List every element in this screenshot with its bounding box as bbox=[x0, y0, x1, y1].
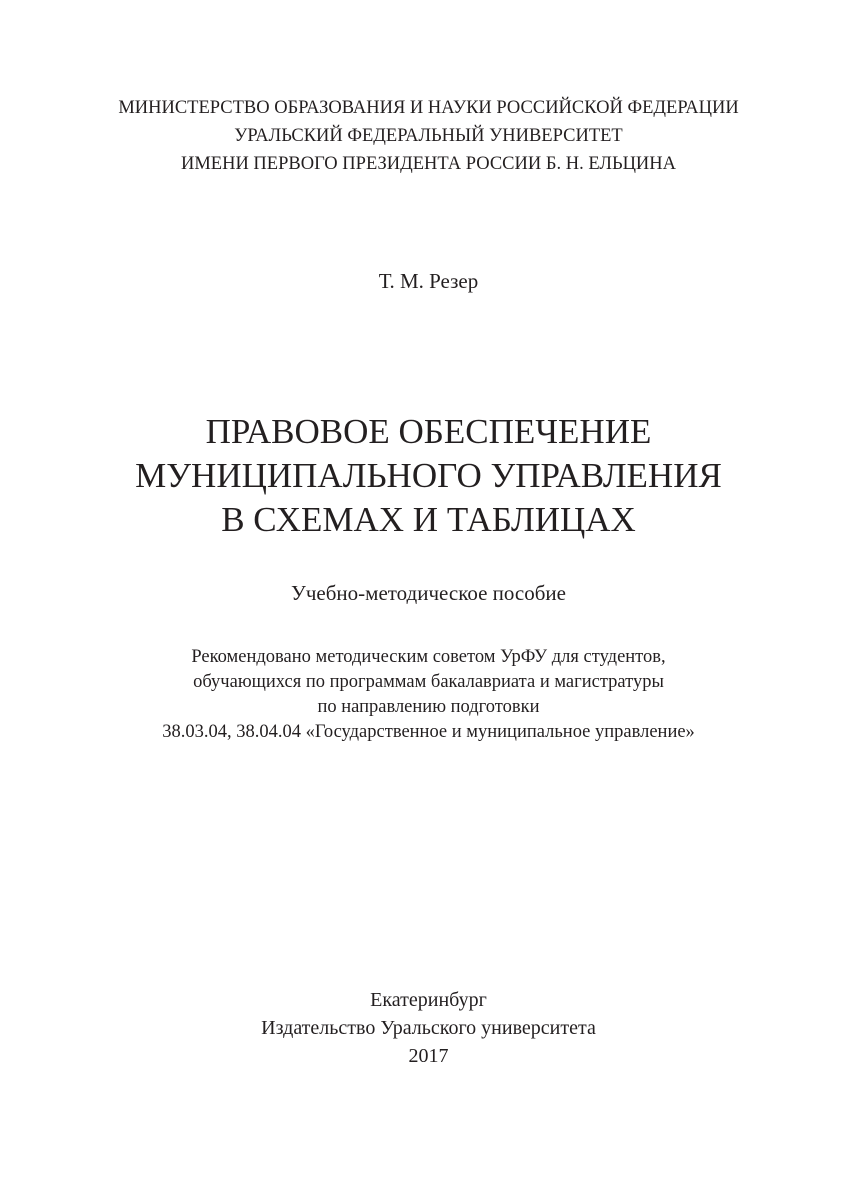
recommendation-line-4: 38.03.04, 38.04.04 «Государственное и муниципальное управление» bbox=[162, 722, 695, 742]
title-line-2: МУНИЦИПАЛЬНОГО УПРАВЛЕНИЯ bbox=[135, 456, 722, 495]
ministry-line-2: УРАЛЬСКИЙ ФЕДЕРАЛЬНЫЙ УНИВЕРСИТЕТ bbox=[234, 126, 623, 146]
recommendation-text bbox=[0, 645, 857, 745]
recommendation-line-3: по направлению подготовки bbox=[317, 697, 540, 717]
imprint-year: 2017 bbox=[408, 1045, 449, 1067]
recommendation-line-1: Рекомендовано методическим советом УрФУ для студентов, bbox=[191, 647, 666, 667]
book-title bbox=[0, 410, 857, 542]
book-subtitle: Учебно-методическое пособие bbox=[290, 581, 566, 605]
imprint-city: Екатеринбург bbox=[370, 989, 487, 1011]
ministry-line-3: ИМЕНИ ПЕРВОГО ПРЕЗИДЕНТА РОССИИ Б. Н. ЕЛЬЦИНА bbox=[180, 154, 677, 174]
ministry-header bbox=[0, 94, 857, 178]
author-name: Т. М. Резер bbox=[378, 269, 479, 293]
imprint-publisher: Издательство Уральского университета bbox=[261, 1017, 596, 1039]
ministry-line-1: МИНИСТЕРСТВО ОБРАЗОВАНИЯ И НАУКИ РОССИЙСКОЙ ФЕДЕРАЦИИ bbox=[118, 98, 739, 118]
imprint bbox=[0, 986, 857, 1070]
recommendation-line-2: обучающихся по программам бакалавриата и магистратуры bbox=[193, 672, 664, 692]
title-line-1: ПРАВОВОЕ ОБЕСПЕЧЕНИЕ bbox=[205, 412, 652, 451]
title-line-3: В СХЕМАХ И ТАБЛИЦАХ bbox=[221, 500, 636, 539]
